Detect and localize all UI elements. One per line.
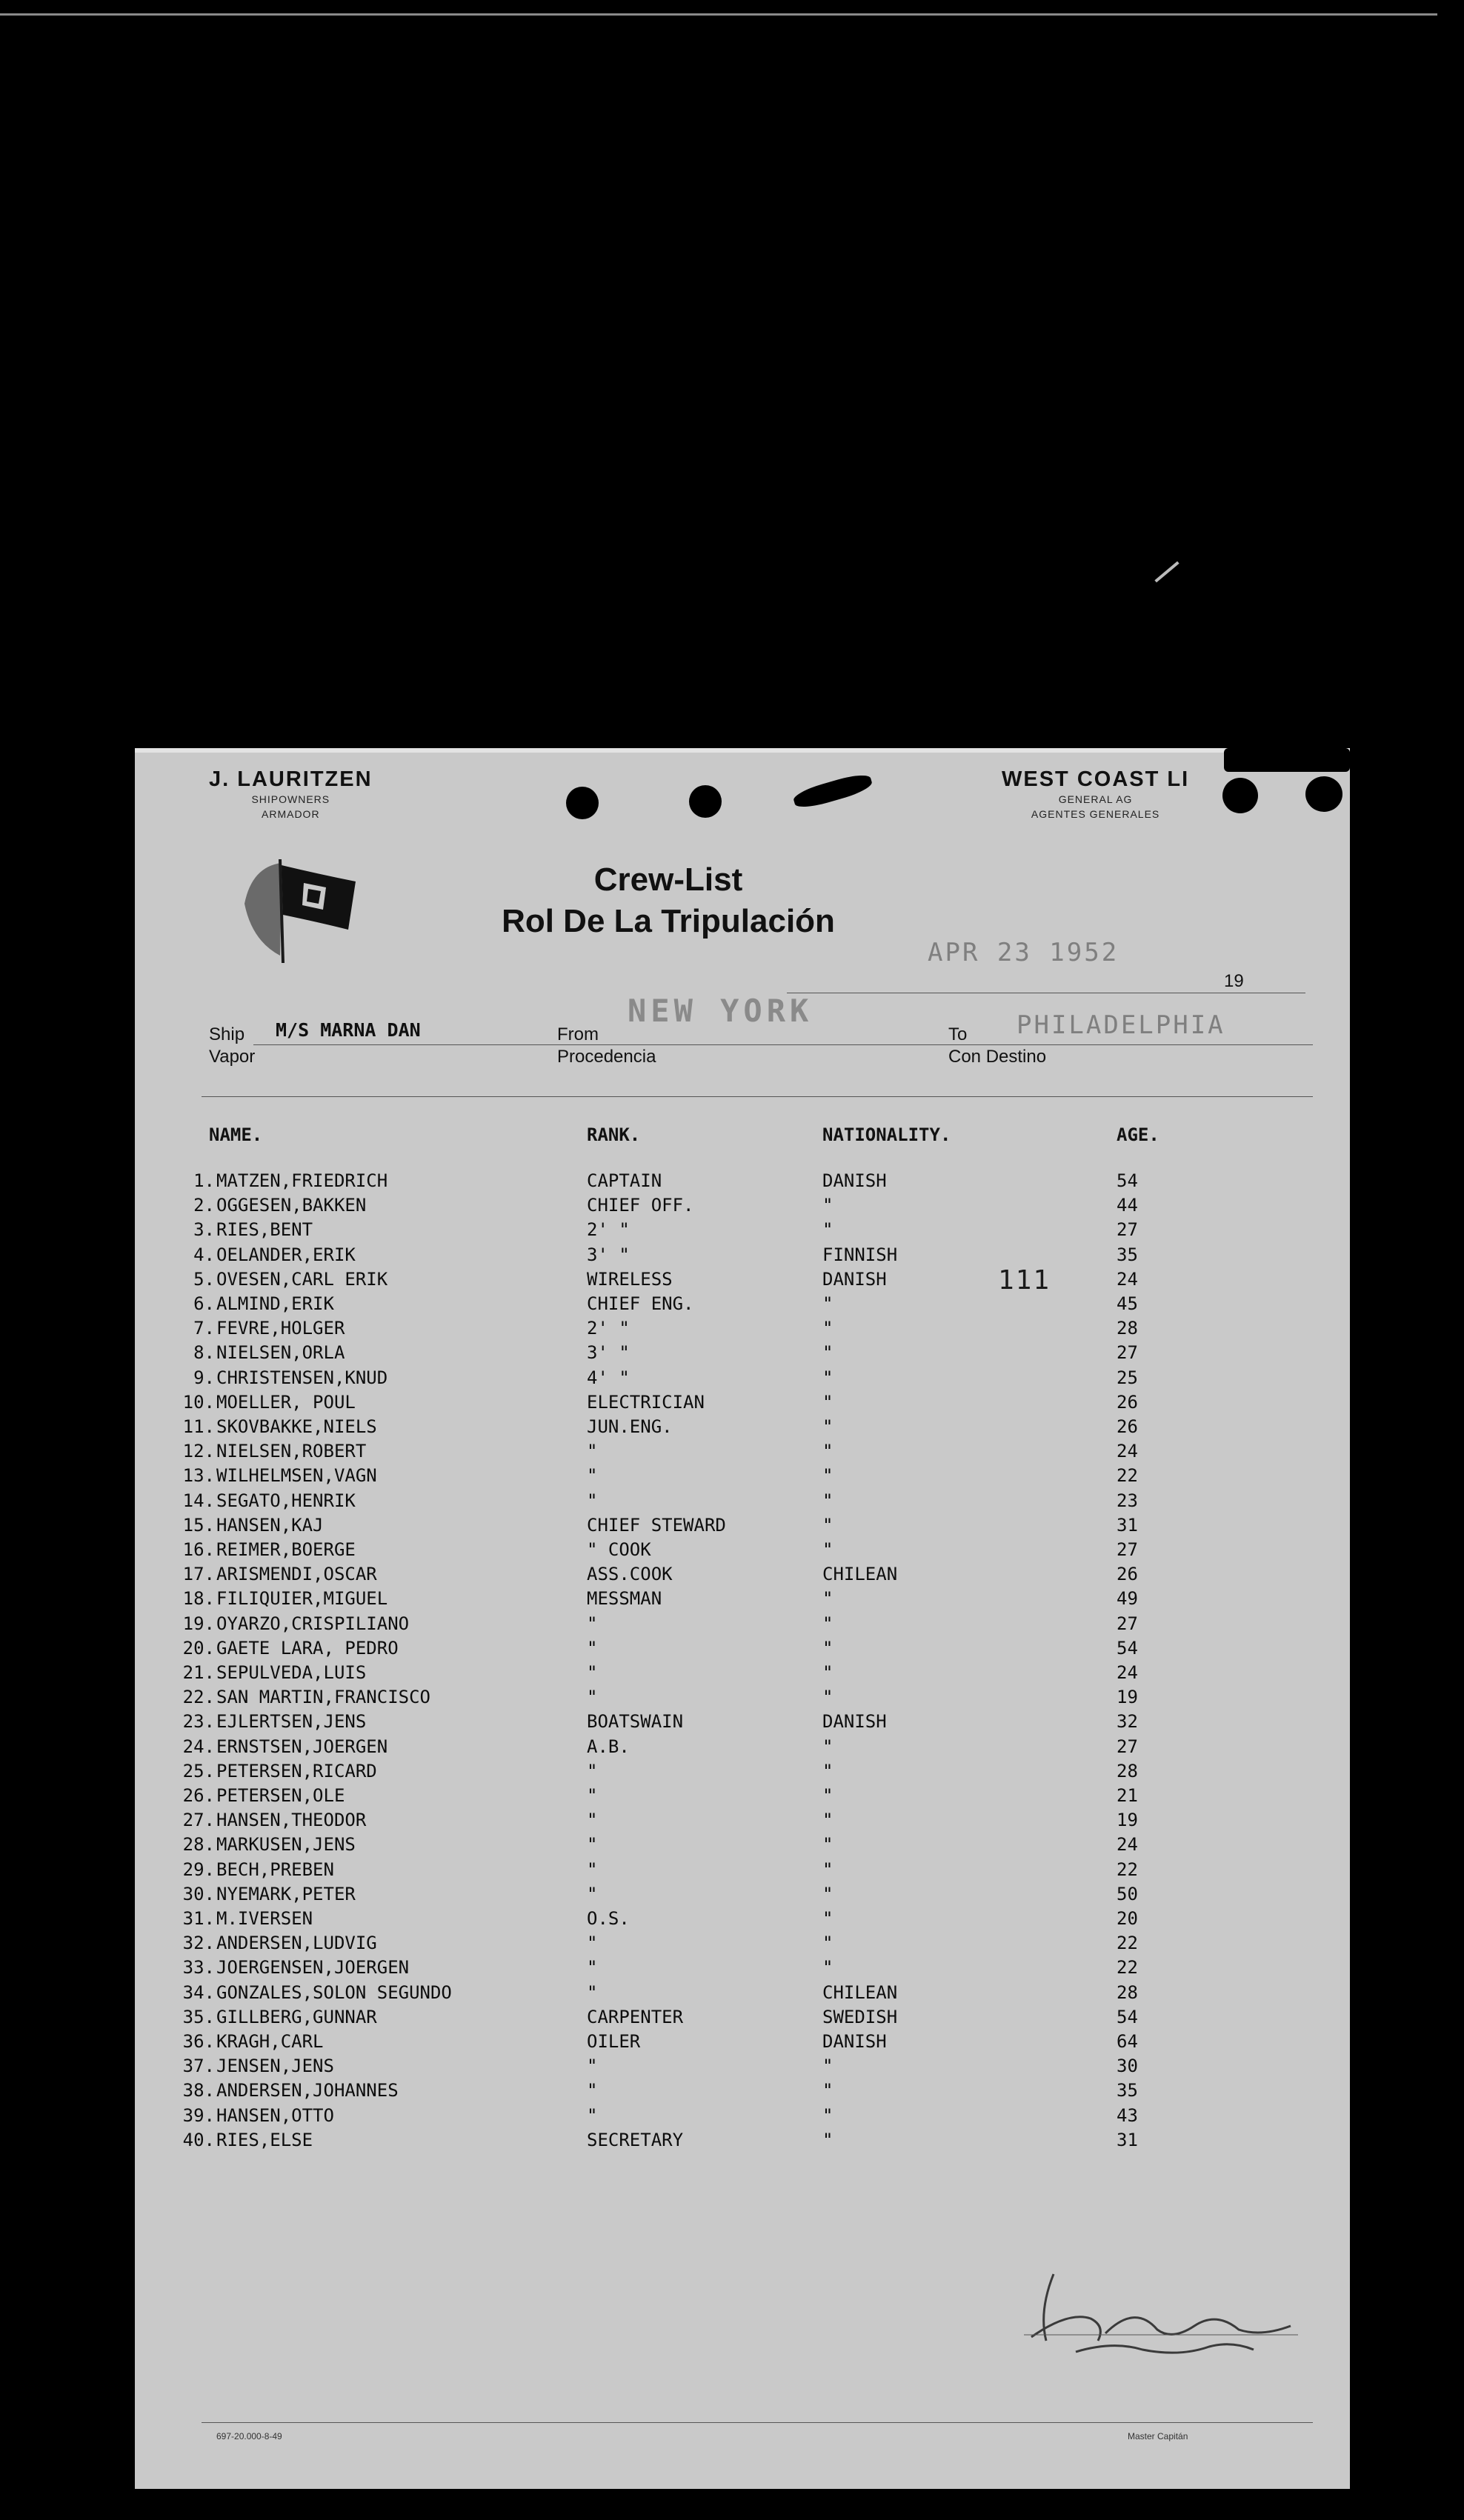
from-underline	[616, 1044, 1031, 1045]
company-name-right: WEST COAST LI	[1002, 767, 1190, 791]
crew-nationality: "	[822, 1195, 834, 1216]
crew-nationality: "	[822, 1342, 834, 1364]
crew-nationality: "	[822, 1687, 834, 1708]
crew-nationality: "	[822, 1736, 834, 1757]
table-row	[135, 2080, 1350, 2104]
crew-nationality: "	[822, 1662, 834, 1683]
crew-name: MOELLER, POUL	[216, 1391, 356, 1413]
crew-number: 25.	[182, 1760, 215, 1781]
crew-age: 24	[1117, 1662, 1138, 1683]
crew-nationality: "	[822, 1883, 834, 1904]
ship-value: M/S MARNA DAN	[276, 1019, 421, 1041]
crew-nationality: "	[822, 1908, 834, 1929]
table-row	[135, 1884, 1350, 1908]
crew-number: 38.	[182, 2080, 215, 2101]
crew-age: 22	[1117, 1957, 1138, 1979]
crew-number: 2.	[193, 1195, 215, 1216]
crew-number: 31.	[182, 1908, 215, 1929]
crew-name: ANDERSEN,LUDVIG	[216, 1933, 377, 1954]
table-row	[135, 1785, 1350, 1810]
crew-number: 37.	[182, 2056, 215, 2077]
crew-name: OGGESEN,BAKKEN	[216, 1195, 367, 1216]
crew-rank: "	[587, 2080, 598, 2101]
crew-nationality: "	[822, 1810, 834, 1831]
crew-number: 23.	[182, 1711, 215, 1733]
letterhead-left	[209, 767, 373, 821]
crew-name: FILIQUIER,MIGUEL	[216, 1588, 388, 1610]
crew-rank: " COOK	[587, 1539, 651, 1560]
crew-nationality: "	[822, 1318, 834, 1339]
table-row	[135, 1908, 1350, 1933]
crew-name: ERNSTSEN,JOERGEN	[216, 1736, 388, 1757]
header-divider	[202, 1096, 1313, 1097]
crew-nationality: "	[822, 1637, 834, 1659]
crew-nationality: "	[822, 1834, 834, 1856]
table-row	[135, 1293, 1350, 1318]
to-underline	[979, 1044, 1313, 1045]
crew-number: 19.	[182, 1613, 215, 1634]
crew-rank: CHIEF STEWARD	[587, 1514, 726, 1536]
crew-number: 39.	[182, 2104, 215, 2126]
punch-hole-icon	[1305, 776, 1342, 812]
crew-rank: CHIEF ENG.	[587, 1293, 694, 1314]
crew-rank: 4' "	[587, 1367, 630, 1388]
crew-age: 54	[1117, 2006, 1138, 2027]
crew-rank: CHIEF OFF.	[587, 1195, 694, 1216]
crew-name: M.IVERSEN	[216, 1908, 313, 1929]
crew-age: 22	[1117, 1933, 1138, 1954]
crew-rank: "	[587, 1810, 598, 1831]
crew-name: NIELSEN,ROBERT	[216, 1441, 367, 1462]
table-row	[135, 1859, 1350, 1884]
crew-age: 24	[1117, 1834, 1138, 1856]
punch-hole-icon	[689, 785, 722, 818]
crew-name: GONZALES,SOLON SEGUNDO	[216, 1981, 452, 2003]
crew-age: 27	[1117, 1736, 1138, 1757]
crew-number: 1.	[193, 1170, 215, 1191]
crew-rank: "	[587, 1760, 598, 1781]
handwritten-mark: 111	[998, 1265, 1051, 1296]
crew-name: MATZEN,FRIEDRICH	[216, 1170, 388, 1191]
crew-age: 28	[1117, 1981, 1138, 2003]
crew-nationality: SWEDISH	[822, 2006, 898, 2027]
crew-number: 10.	[182, 1391, 215, 1413]
table-row	[135, 1638, 1350, 1662]
crew-name: ARISMENDI,OSCAR	[216, 1564, 377, 1585]
table-row	[135, 1613, 1350, 1638]
crew-number: 17.	[182, 1564, 215, 1585]
ship-label: Ship	[209, 1024, 245, 1044]
crew-nationality: "	[822, 1465, 834, 1487]
table-row	[135, 1982, 1350, 2007]
crew-number: 15.	[182, 1514, 215, 1536]
crew-nationality: "	[822, 1293, 834, 1314]
crew-rank: OILER	[587, 2031, 641, 2052]
crew-number: 21.	[182, 1662, 215, 1683]
crew-name: KRAGH,CARL	[216, 2031, 324, 2052]
crew-age: 26	[1117, 1564, 1138, 1585]
crew-age: 20	[1117, 1908, 1138, 1929]
crew-rank: "	[587, 1490, 598, 1511]
crew-rank: "	[587, 1662, 598, 1683]
crew-number: 29.	[182, 1859, 215, 1880]
crew-name: OVESEN,CARL ERIK	[216, 1268, 388, 1290]
crew-age: 28	[1117, 1760, 1138, 1781]
crew-nationality: "	[822, 2056, 834, 2077]
table-row	[135, 1588, 1350, 1613]
crew-name: REIMER,BOERGE	[216, 1539, 356, 1560]
scan-stray-mark	[1154, 561, 1179, 583]
crew-nationality: "	[822, 1219, 834, 1241]
crew-number: 6.	[193, 1293, 215, 1314]
table-row	[135, 2105, 1350, 2130]
crew-age: 35	[1117, 1244, 1138, 1265]
table-row	[135, 2031, 1350, 2056]
crew-nationality: "	[822, 1416, 834, 1437]
crew-name: HANSEN,OTTO	[216, 2104, 334, 2126]
crew-name: GILLBERG,GUNNAR	[216, 2006, 377, 2027]
crew-rank: 2' "	[587, 1219, 630, 1241]
crew-name: CHRISTENSEN,KNUD	[216, 1367, 388, 1388]
table-row	[135, 1515, 1350, 1539]
ship-label-es: Vapor	[209, 1047, 256, 1067]
crew-rank: SECRETARY	[587, 2129, 684, 2150]
crew-name: JENSEN,JENS	[216, 2056, 334, 2077]
year-prefix: 19	[1224, 971, 1244, 991]
crew-age: 24	[1117, 1268, 1138, 1290]
crew-age: 30	[1117, 2056, 1138, 2077]
crew-rank: "	[587, 1981, 598, 2003]
table-row	[135, 1687, 1350, 1711]
col-rank-header: RANK.	[587, 1124, 641, 1145]
crew-number: 11.	[182, 1416, 215, 1437]
table-row	[135, 2130, 1350, 2154]
crew-rank: CAPTAIN	[587, 1170, 662, 1191]
to-label: To	[948, 1024, 968, 1044]
crew-rank: "	[587, 1933, 598, 1954]
crew-rank: O.S.	[587, 1908, 630, 1929]
crew-age: 35	[1117, 2080, 1138, 2101]
crew-number: 5.	[193, 1268, 215, 1290]
table-row	[135, 1761, 1350, 1785]
crew-rank: BOATSWAIN	[587, 1711, 684, 1733]
crew-rank: JUN.ENG.	[587, 1416, 673, 1437]
crew-name: GAETE LARA, PEDRO	[216, 1637, 399, 1659]
crew-number: 36.	[182, 2031, 215, 2052]
crew-nationality: "	[822, 1957, 834, 1979]
crew-nationality: "	[822, 1539, 834, 1560]
signature-label: Master Capitán	[1128, 2431, 1188, 2441]
crew-age: 45	[1117, 1293, 1138, 1314]
crew-age: 22	[1117, 1859, 1138, 1880]
crew-age: 21	[1117, 1785, 1138, 1806]
company-left-sub1: SHIPOWNERS	[251, 793, 330, 805]
crew-age: 26	[1117, 1416, 1138, 1437]
crew-nationality: "	[822, 1760, 834, 1781]
table-row	[135, 1269, 1350, 1293]
table-row	[135, 1564, 1350, 1588]
crew-age: 22	[1117, 1465, 1138, 1487]
crew-number: 32.	[182, 1933, 215, 1954]
table-row	[135, 1170, 1350, 1195]
table-row	[135, 1834, 1350, 1859]
crew-nationality: CHILEAN	[822, 1564, 898, 1585]
table-row	[135, 1392, 1350, 1416]
crew-nationality: DANISH	[822, 1170, 887, 1191]
ink-smudge-icon	[792, 771, 874, 812]
crew-age: 27	[1117, 1539, 1138, 1560]
crew-number: 9.	[193, 1367, 215, 1388]
crew-age: 54	[1117, 1170, 1138, 1191]
to-port-stamp: PHILADELPHIA	[1017, 1010, 1225, 1040]
crew-name: ANDERSEN,JOHANNES	[216, 2080, 399, 2101]
crew-name: SEGATO,HENRIK	[216, 1490, 356, 1511]
crew-rank: MESSMAN	[587, 1588, 662, 1610]
crew-nationality: "	[822, 1613, 834, 1634]
table-row	[135, 1810, 1350, 1834]
crew-number: 26.	[182, 1785, 215, 1806]
table-row	[135, 1736, 1350, 1761]
crew-name: HANSEN,KAJ	[216, 1514, 324, 1536]
table-row	[135, 1490, 1350, 1515]
crew-rank: 2' "	[587, 1318, 630, 1339]
crew-nationality: "	[822, 1859, 834, 1880]
crew-nationality: "	[822, 1490, 834, 1511]
table-row	[135, 1957, 1350, 1981]
table-row	[135, 1662, 1350, 1687]
crew-rank: WIRELESS	[587, 1268, 673, 1290]
date-stamp: APR 23 1952	[928, 938, 1119, 967]
table-row	[135, 1219, 1350, 1244]
crew-rank: "	[587, 1441, 598, 1462]
crew-age: 26	[1117, 1391, 1138, 1413]
footer-divider	[202, 2422, 1313, 2423]
crew-nationality: "	[822, 2129, 834, 2150]
crew-name: NIELSEN,ORLA	[216, 1342, 345, 1364]
crew-age: 43	[1117, 2104, 1138, 2126]
crew-age: 54	[1117, 1637, 1138, 1659]
company-right-sub1: GENERAL AG	[1058, 793, 1133, 805]
table-row	[135, 1441, 1350, 1465]
table-row	[135, 1367, 1350, 1392]
crew-number: 8.	[193, 1342, 215, 1364]
crew-name: OELANDER,ERIK	[216, 1244, 356, 1265]
crew-list-sheet	[135, 748, 1350, 2489]
crew-age: 23	[1117, 1490, 1138, 1511]
crew-number: 30.	[182, 1883, 215, 1904]
crew-name: WILHELMSEN,VAGN	[216, 1465, 377, 1487]
col-name-header: NAME.	[209, 1124, 263, 1145]
crew-number: 7.	[193, 1318, 215, 1339]
crew-age: 32	[1117, 1711, 1138, 1733]
torn-corner-icon	[1224, 748, 1350, 772]
crew-nationality: DANISH	[822, 1711, 887, 1733]
scan-top-line	[0, 13, 1437, 16]
crew-nationality: "	[822, 2080, 834, 2101]
col-age-header: AGE.	[1117, 1124, 1159, 1145]
to-label-es: Con Destino	[948, 1047, 1047, 1067]
crew-name: HANSEN,THEODOR	[216, 1810, 367, 1831]
table-row	[135, 1539, 1350, 1564]
table-row	[135, 2056, 1350, 2080]
table-row	[135, 1416, 1350, 1441]
crew-number: 13.	[182, 1465, 215, 1487]
company-name-left: J. LAURITZEN	[209, 767, 373, 791]
crew-name: ALMIND,ERIK	[216, 1293, 334, 1314]
crew-rank: "	[587, 1883, 598, 1904]
crew-rank: "	[587, 2056, 598, 2077]
crew-nationality: "	[822, 2104, 834, 2126]
crew-name: SEPULVEDA,LUIS	[216, 1662, 367, 1683]
crew-nationality: DANISH	[822, 1268, 887, 1290]
crew-rank: ASS.COOK	[587, 1564, 673, 1585]
crew-nationality: "	[822, 1391, 834, 1413]
crew-number: 16.	[182, 1539, 215, 1560]
crew-rank: A.B.	[587, 1736, 630, 1757]
crew-name: RIES,ELSE	[216, 2129, 313, 2150]
crew-name: PETERSEN,RICARD	[216, 1760, 377, 1781]
crew-number: 24.	[182, 1736, 215, 1757]
crew-number: 20.	[182, 1637, 215, 1659]
crew-name: RIES,BENT	[216, 1219, 313, 1241]
company-left-sub2: ARMADOR	[262, 808, 320, 820]
crew-name: OYARZO,CRISPILIANO	[216, 1613, 410, 1634]
crew-name: FEVRE,HOLGER	[216, 1318, 345, 1339]
crew-number: 40.	[182, 2129, 215, 2150]
table-row	[135, 1711, 1350, 1736]
table-row	[135, 1933, 1350, 1957]
crew-rank: "	[587, 1465, 598, 1487]
table-row	[135, 1465, 1350, 1490]
crew-nationality: "	[822, 1367, 834, 1388]
crew-age: 49	[1117, 1588, 1138, 1610]
crew-name: NYEMARK,PETER	[216, 1883, 356, 1904]
crew-rank: CARPENTER	[587, 2006, 684, 2027]
crew-number: 33.	[182, 1957, 215, 1979]
torn-edge	[135, 748, 1350, 753]
crew-rank: 3' "	[587, 1342, 630, 1364]
crew-table	[135, 1170, 1350, 2156]
crew-age: 27	[1117, 1219, 1138, 1241]
crew-age: 19	[1117, 1810, 1138, 1831]
crew-nationality: FINNISH	[822, 1244, 898, 1265]
table-row	[135, 1244, 1350, 1269]
form-number: 697-20.000-8-49	[216, 2431, 282, 2441]
crew-rank: ELECTRICIAN	[587, 1391, 705, 1413]
from-label: From	[557, 1024, 599, 1044]
crew-rank: "	[587, 1613, 598, 1634]
crew-nationality: "	[822, 1933, 834, 1954]
crew-rank: "	[587, 2104, 598, 2126]
table-row	[135, 1342, 1350, 1367]
crew-age: 24	[1117, 1441, 1138, 1462]
crew-age: 50	[1117, 1883, 1138, 1904]
crew-number: 22.	[182, 1687, 215, 1708]
from-port-stamp: NEW YORK	[628, 993, 813, 1029]
crew-number: 4.	[193, 1244, 215, 1265]
crew-number: 35.	[182, 2006, 215, 2027]
table-row	[135, 1318, 1350, 1342]
crew-rank: "	[587, 1637, 598, 1659]
title-line1: Crew-List	[593, 861, 743, 898]
document-title	[431, 859, 905, 942]
crew-number: 18.	[182, 1588, 215, 1610]
crew-number: 3.	[193, 1219, 215, 1241]
crew-name: BECH,PREBEN	[216, 1859, 334, 1880]
crew-number: 14.	[182, 1490, 215, 1511]
master-signature-icon	[1009, 2267, 1305, 2367]
crew-name: EJLERTSEN,JENS	[216, 1711, 367, 1733]
crew-number: 34.	[182, 1981, 215, 2003]
crew-age: 25	[1117, 1367, 1138, 1388]
crew-nationality: "	[822, 1785, 834, 1806]
crew-number: 12.	[182, 1441, 215, 1462]
company-right-sub2: AGENTES GENERALES	[1031, 808, 1160, 820]
crew-rank: 3' "	[587, 1244, 630, 1265]
crew-age: 31	[1117, 2129, 1138, 2150]
crew-nationality: "	[822, 1588, 834, 1610]
crew-rank: "	[587, 1957, 598, 1979]
crew-age: 44	[1117, 1195, 1138, 1216]
crew-age: 28	[1117, 1318, 1138, 1339]
crew-name: PETERSEN,OLE	[216, 1785, 345, 1806]
col-nationality-header: NATIONALITY.	[822, 1124, 951, 1145]
title-line2: Rol De La Tripulación	[502, 903, 835, 939]
crew-nationality: CHILEAN	[822, 1981, 898, 2003]
punch-hole-icon	[1222, 778, 1258, 813]
punch-hole-icon	[566, 787, 599, 819]
crew-number: 27.	[182, 1810, 215, 1831]
crew-rank: "	[587, 1859, 598, 1880]
crew-age: 64	[1117, 2031, 1138, 2052]
crew-rank: "	[587, 1687, 598, 1708]
crew-nationality: "	[822, 1441, 834, 1462]
crew-age: 31	[1117, 1514, 1138, 1536]
company-flag-logo-icon	[237, 852, 363, 967]
crew-number: 28.	[182, 1834, 215, 1856]
crew-name: SKOVBAKKE,NIELS	[216, 1416, 377, 1437]
crew-rank: "	[587, 1834, 598, 1856]
table-row	[135, 1195, 1350, 1219]
crew-name: MARKUSEN,JENS	[216, 1834, 356, 1856]
crew-age: 27	[1117, 1342, 1138, 1364]
letterhead-right	[1002, 767, 1189, 821]
from-label-es: Procedencia	[557, 1047, 656, 1067]
table-row	[135, 2007, 1350, 2031]
crew-name: SAN MARTIN,FRANCISCO	[216, 1687, 430, 1708]
crew-nationality: "	[822, 1514, 834, 1536]
crew-nationality: DANISH	[822, 2031, 887, 2052]
crew-name: JOERGENSEN,JOERGEN	[216, 1957, 410, 1979]
crew-rank: "	[587, 1785, 598, 1806]
crew-age: 19	[1117, 1687, 1138, 1708]
crew-age: 27	[1117, 1613, 1138, 1634]
